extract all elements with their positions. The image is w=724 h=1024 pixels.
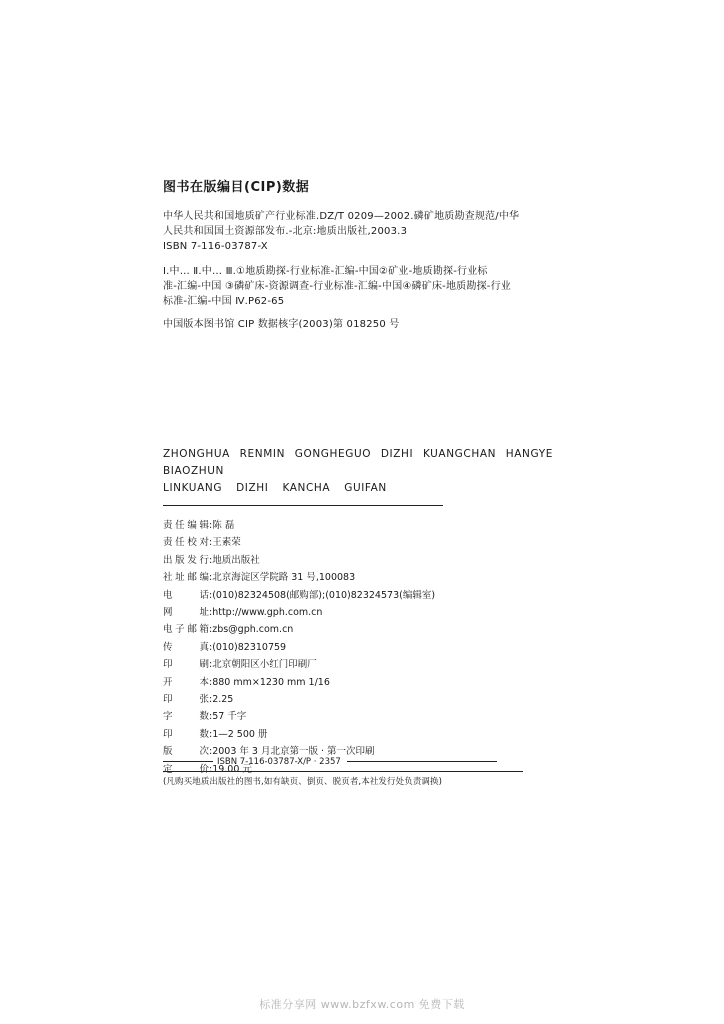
isbn-dash-right [347, 761, 497, 762]
info-value: 2003 年 3 月北京第一版 · 第一次印刷 [212, 746, 375, 758]
info-row-email [163, 621, 543, 638]
info-value: 19.00 元 [212, 763, 252, 775]
info-value: 57 千字 [212, 711, 247, 723]
info-sep: : [209, 694, 213, 706]
info-value: 880 mm×1230 mm 1/16 [212, 676, 330, 688]
info-sep: : [209, 589, 213, 601]
pinyin-word: ZHONGHUA [163, 448, 230, 460]
cip-title: 图书在版编目(CIP)数据 [163, 180, 310, 195]
info-key: 网 址 [163, 607, 209, 619]
info-key: 责任校对 [163, 537, 209, 549]
catalog-line: 人民共和国国土资源部发布.-北京:地质出版社,2003.3 [163, 226, 408, 237]
isbn-footer [163, 756, 523, 768]
info-sep: : [209, 746, 213, 758]
info-sep: : [209, 763, 213, 775]
info-value: 地质出版社 [212, 554, 260, 566]
pinyin-word: DIZHI [236, 482, 269, 494]
info-value: 王素荣 [212, 537, 241, 549]
info-value: http://www.gph.com.cn [212, 607, 323, 619]
info-row-wordcount [163, 708, 543, 725]
info-sep: : [209, 572, 213, 584]
info-sep: : [209, 520, 213, 531]
info-sep: : [209, 607, 213, 619]
info-value: 陈 磊 [212, 520, 235, 531]
pinyin-word: DIZHI [380, 448, 414, 460]
pinyin-title [163, 446, 553, 497]
info-key: 印 张 [163, 694, 209, 706]
info-row-editor [163, 517, 543, 534]
info-sep: : [209, 711, 213, 723]
cip-number-text: 中国版本图书馆 CIP 数据核字(2003)第 018250 号 [163, 319, 400, 330]
pinyin-line-1 [163, 446, 553, 463]
info-row-address [163, 569, 543, 586]
pinyin-word: LINKUANG [163, 482, 223, 494]
info-sep: : [209, 676, 213, 688]
pinyin-word: RENMIN [239, 448, 286, 460]
info-row-website [163, 604, 543, 621]
subject-line: 标准-汇编-中国 Ⅳ.P62-65 [163, 296, 285, 307]
divider-bottom [163, 771, 523, 772]
cip-subject-entry [163, 264, 563, 309]
info-value: (010)82310759 [212, 641, 287, 653]
subject-line: 准-汇编-中国 ③磷矿床-资源调查-行业标准-汇编-中国④磷矿床-地质勘探-行业 [163, 281, 511, 292]
info-sep: : [209, 641, 213, 653]
info-value: 1—2 500 册 [212, 728, 268, 740]
info-key: 定 价 [163, 763, 209, 775]
info-row-printer [163, 656, 543, 673]
pinyin-line-2 [163, 463, 553, 480]
pinyin-word: HANGYE [505, 448, 553, 460]
pinyin-word: BIAOZHUN [163, 465, 224, 477]
pinyin-word: KUANGCHAN [422, 448, 497, 460]
pinyin-word: GONGHEGUO [294, 448, 372, 460]
info-sep: : [209, 728, 213, 740]
info-row-sheets [163, 691, 543, 708]
info-key: 传 真 [163, 641, 209, 653]
isbn-dash-left [163, 761, 213, 762]
pinyin-line-3 [163, 480, 553, 497]
info-sep: : [209, 537, 213, 549]
subject-line: Ⅰ.中… Ⅱ.中… Ⅲ.①地质勘探-行业标准-汇编-中国②矿业-地质勘探-行业标 [163, 266, 488, 277]
publication-info [163, 517, 543, 778]
info-sep: : [209, 624, 213, 636]
pinyin-word: KANCHA [282, 482, 331, 494]
pinyin-word: GUIFAN [344, 482, 387, 494]
info-key: 社址邮编 [163, 572, 209, 584]
info-key: 印 刷 [163, 659, 209, 671]
info-key: 出版发行 [163, 554, 209, 566]
replacement-notice: (凡购买地质出版社的图书,如有缺页、倒页、脱页者,本社发行处负责调换) [163, 777, 443, 787]
cip-number [163, 317, 563, 332]
info-key: 电子邮箱 [163, 624, 209, 636]
divider-top [163, 505, 443, 506]
info-value: (010)82324508(邮购部);(010)82324573(编辑室) [212, 589, 436, 601]
info-sep: : [209, 659, 213, 671]
cip-catalog-entry [163, 209, 563, 254]
info-row-publisher [163, 552, 543, 569]
info-row-proofreader [163, 534, 543, 551]
info-row-phone [163, 587, 543, 604]
info-row-printrun [163, 726, 543, 743]
info-value: zbs@gph.com.cn [212, 624, 294, 636]
info-key: 电 话 [163, 589, 209, 601]
info-value: 北京海淀区学院路 31 号,100083 [212, 572, 356, 584]
info-row-fax [163, 639, 543, 656]
info-key: 开 本 [163, 676, 209, 688]
info-sep: : [209, 554, 213, 566]
catalog-line: 中华人民共和国地质矿产行业标准.DZ/T 0209—2002.磷矿地质勘查规范/中华 [163, 211, 520, 222]
info-value: 北京朝阳区小红门印刷厂 [212, 659, 317, 671]
info-key: 版 次 [163, 746, 209, 758]
catalog-line: ISBN 7-116-03787-X [163, 241, 268, 252]
watermark: 标准分享网 www.bzfxw.com 免费下载 [259, 998, 465, 1011]
info-key: 责任编辑 [163, 520, 209, 531]
info-value: 2.25 [212, 694, 234, 706]
info-key: 印 数 [163, 728, 209, 740]
info-key: 字 数 [163, 711, 209, 723]
isbn-footer-text: ISBN 7-116-03787-X/P · 2357 [217, 757, 341, 767]
info-row-format [163, 674, 543, 691]
